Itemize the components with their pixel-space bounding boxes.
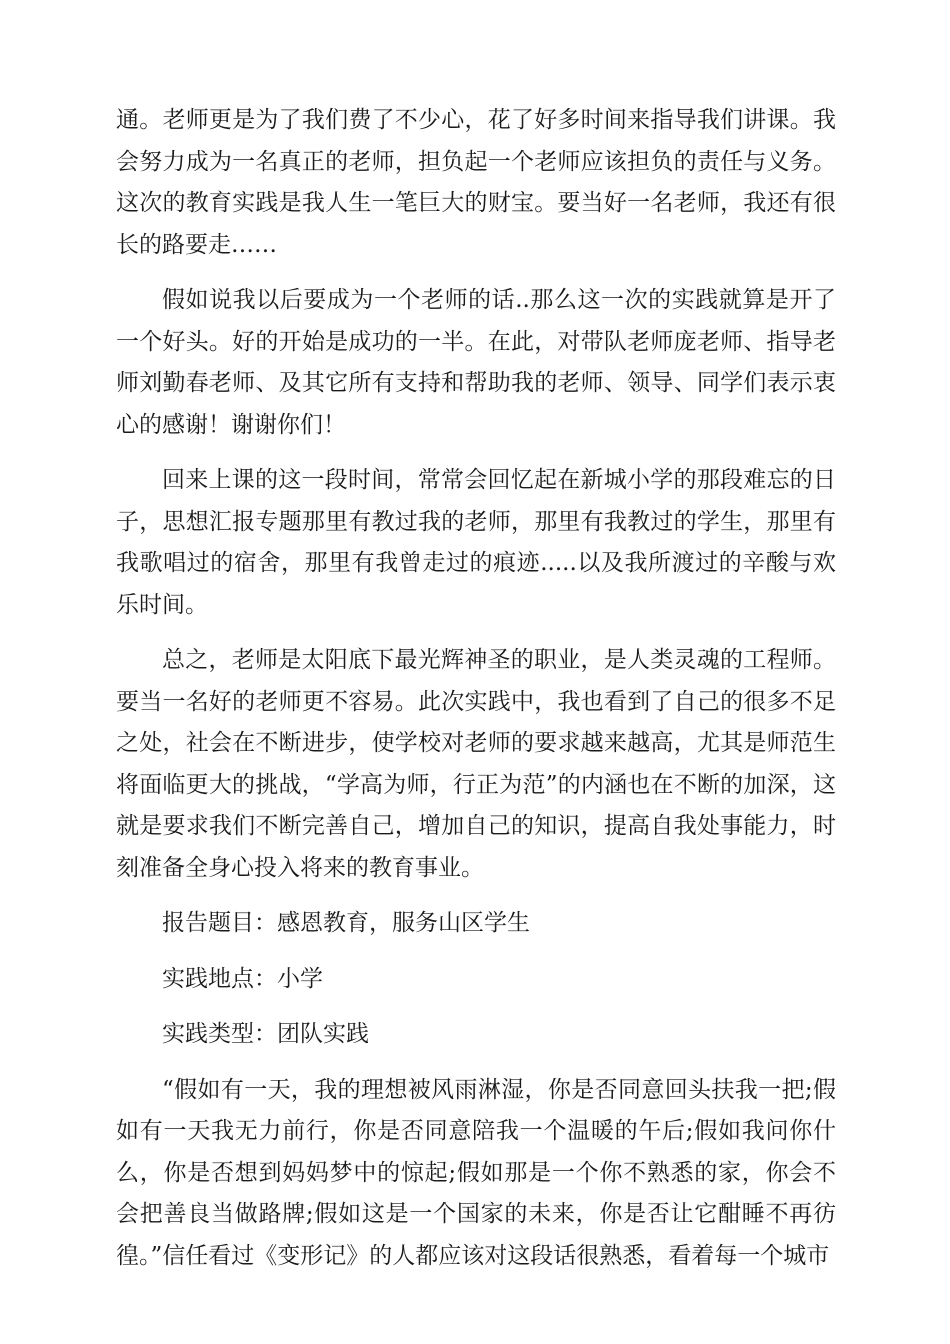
paragraph-conclusion: 总之，老师是太阳底下最光辉神圣的职业，是人类灵魂的工程师。要当一名好的老师更不容易。此次实践中，我也看到了自己的很多不足之处，社会在不断进步，使学校对老师的要求越来越高，尤其是师范生将面临更大的挑战，“学高为师，行正为范”的内涵也在不断的加深，这就是要求我们不断完善自己，增加自己的知识，提高自我处事能力，时刻准备全身心投入将来的教育事业。 [116,647,836,881]
paragraph-thanks: 假如说我以后要成为一个老师的话..那么这一次的实践就算是开了一个好头。好的开始是成功的一半。在此，对带队老师庞老师、指导老师刘勤春老师、及其它所有支持和帮助我的老师、领导、同学们表示衷心的感谢！谢谢你们！ [116,287,836,438]
paragraph-quote: “假如有一天，我的理想被风雨淋湿，你是否同意回头扶我一把;假如有一天我无力前行，你是否同意陪我一个温暖的午后;假如我问你什么，你是否想到妈妈梦中的惊起;假如那是一个你不熟悉的家，你会不会把善良当做路牌;假如这是一个国家的未来，你是否让它酣睡不再彷徨。”信任看过《变形记》的人都应该对这段话很熟悉，看着每一个城市 [116,1076,836,1269]
paragraph-continuation: 通。老师更是为了我们费了不少心，花了好多时间来指导我们讲课。我会努力成为一名真正的老师，担负起一个老师应该担负的责任与义务。这次的教育实践是我人生一笔巨大的财宝。要当好一名老师，我还有很长的路要走…… [116,107,836,258]
practice-type: 实践类型：团队实践 [162,1021,369,1047]
practice-location: 实践地点：小学 [162,965,323,992]
paragraph-memories: 回来上课的这一段时间，常常会回忆起在新城小学的那段难忘的日子，思想汇报专题那里有教过我的老师，那里有我教过的学生，那里有我歌唱过的宿舍，那里有我曾走过的痕迹.....以及我所渡过的辛酸与欢乐时间。 [116,467,836,618]
document-body [116,100,836,1291]
report-title: 报告题目：感恩教育，服务山区学生 [162,910,530,936]
